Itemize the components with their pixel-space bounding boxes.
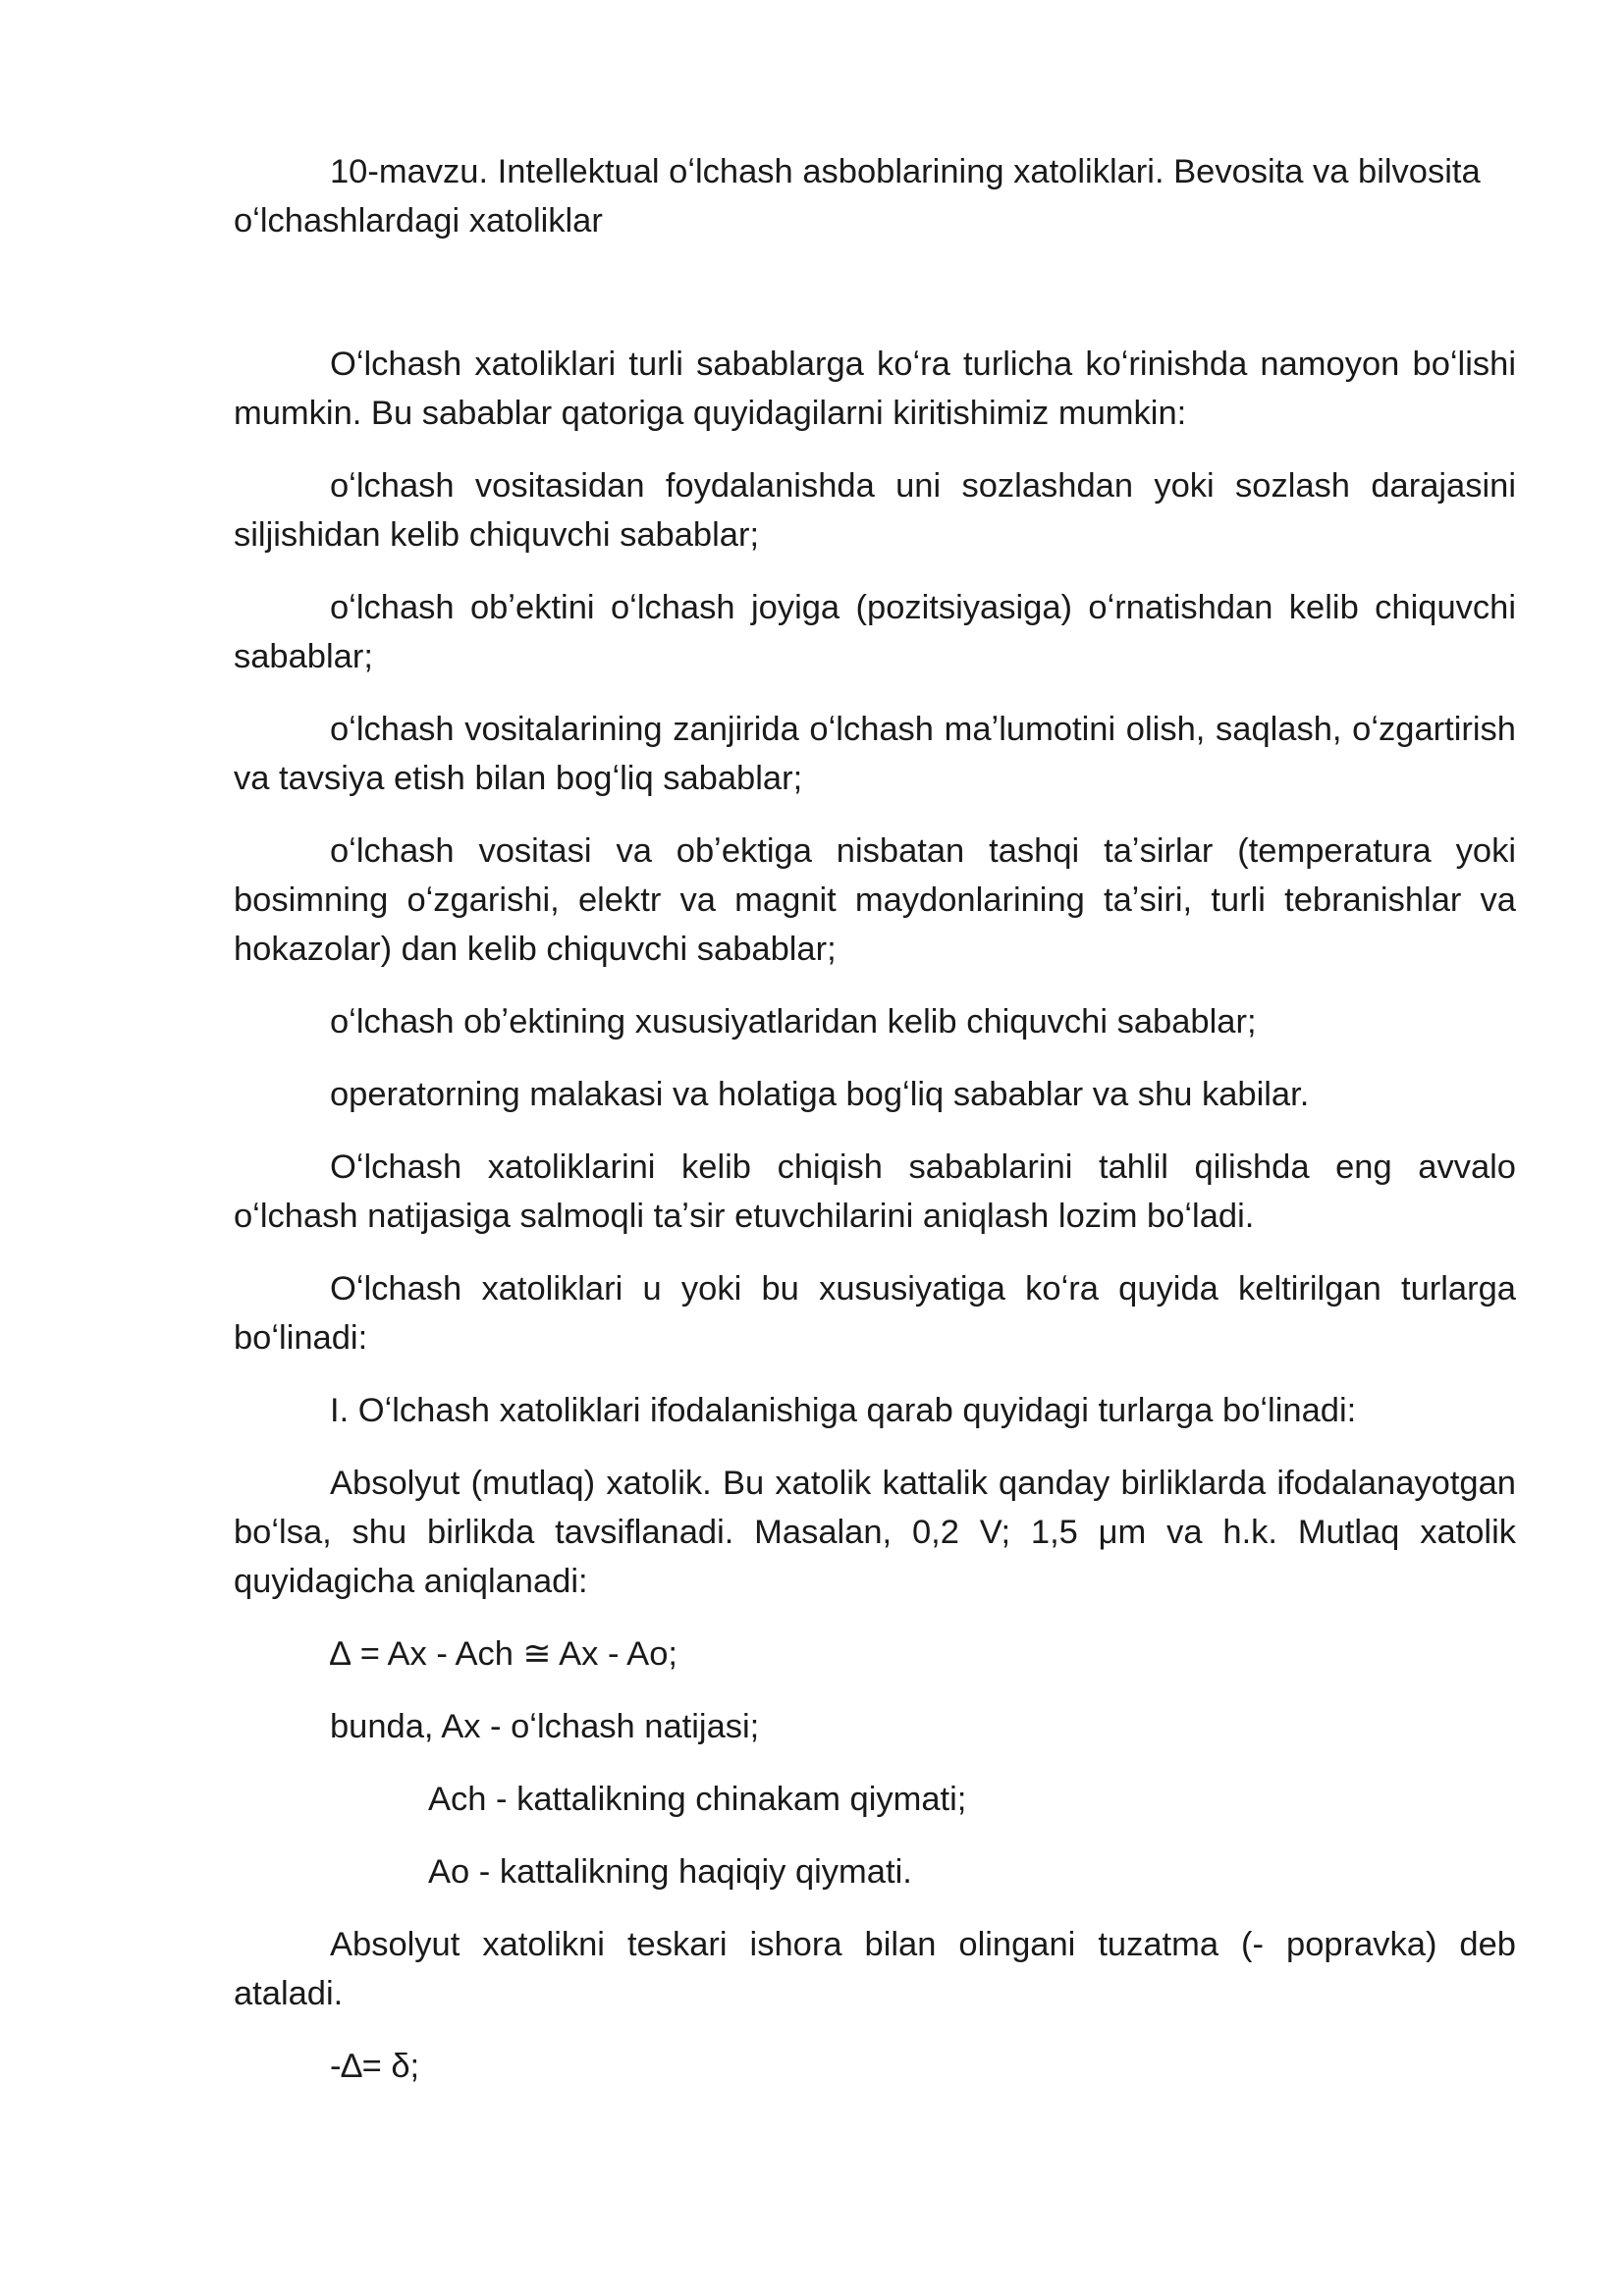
paragraph: oʻlchash vositasidan foydalanishda uni sozlashdan yoki sozlash darajasini siljishidan kelib chiquvchi sabablar; [234,467,1516,554]
paragraph: oʻlchash vositalarining zanjirida oʻlchash maʼlumotini olish, saqlash, oʻzgartirish va tavsiya etish bilan bogʻliq sabablar; [234,711,1516,797]
paragraph: operatorning malakasi va holatiga bogʻliq sabablar va shu kabilar. [330,1076,1310,1113]
paragraph: oʻlchash obʼektining xususiyatlaridan kelib chiquvchi sabablar; [330,1003,1257,1041]
paragraph: I. Oʻlchash xatoliklari ifodalanishiga qarab quyidagi turlarga boʻlinadi: [330,1392,1357,1429]
paragraph: oʻlchash obʼektini oʻlchash joyiga (pozitsiyasiga) oʻrnatishdan kelib chiquvchi sabablar; [234,589,1516,675]
paragraph: Oʻlchash xatoliklari turli sabablarga koʻra turlicha koʻrinishda namoyon boʻlishi mumkin. Bu sabablar qatoriga quyidagilarni kiritishimiz mumkin: [234,346,1516,432]
paragraph: oʻlchash vositasi va obʼektiga nisbatan tashqi taʼsirlar (temperatura yoki bosimning oʻzgarishi, elektr va magnit maydonlarining taʼsiri, turli tebranishlar va hokazolar) dan kelib chiquvchi sabablar; [234,832,1516,968]
paragraph: Absolyut xatolikni teskari ishora bilan olingani tuzatma (- popravka) deb ataladi. [234,1926,1516,2012]
paragraph: Absolyut (mutlaq) xatolik. Bu xatolik kattalik qanday birliklarda ifodalanayotgan boʻlsa, shu birlikda tavsiflanadi. Masalan, 0,2 V; 1,5 μm va h.k. Mutlaq xatolik quyidagicha aniqlanadi: [234,1465,1516,1600]
formula: ∆ = Ax - Ach ≅ Ax - Ao; [330,1635,677,1673]
paragraph: Oʻlchash xatoliklari u yoki bu xususiyatiga koʻra quyida keltirilgan turlarga boʻlinadi: [234,1270,1516,1357]
paragraph: bunda, Ax - oʻlchash natijasi; [330,1708,760,1745]
document-title: 10-mavzu. Intellektual oʻlchash asboblarining xatoliklari. Bevosita va bilvosita oʻlchashlardagi xatoliklar [234,153,1481,240]
paragraph: Ach - kattalikning chinakam qiymati; [428,1781,967,1818]
document-page [234,147,1516,2114]
paragraph: Oʻlchash xatoliklarini kelib chiqish sabablarini tahlil qilishda eng avvalo oʻlchash natijasiga salmoqli taʼsir etuvchilarini aniqlash lozim boʻladi. [234,1148,1516,1235]
paragraph: Ao - kattalikning haqiqiy qiymati. [428,1853,912,1891]
formula: -∆= δ; [330,2048,420,2085]
